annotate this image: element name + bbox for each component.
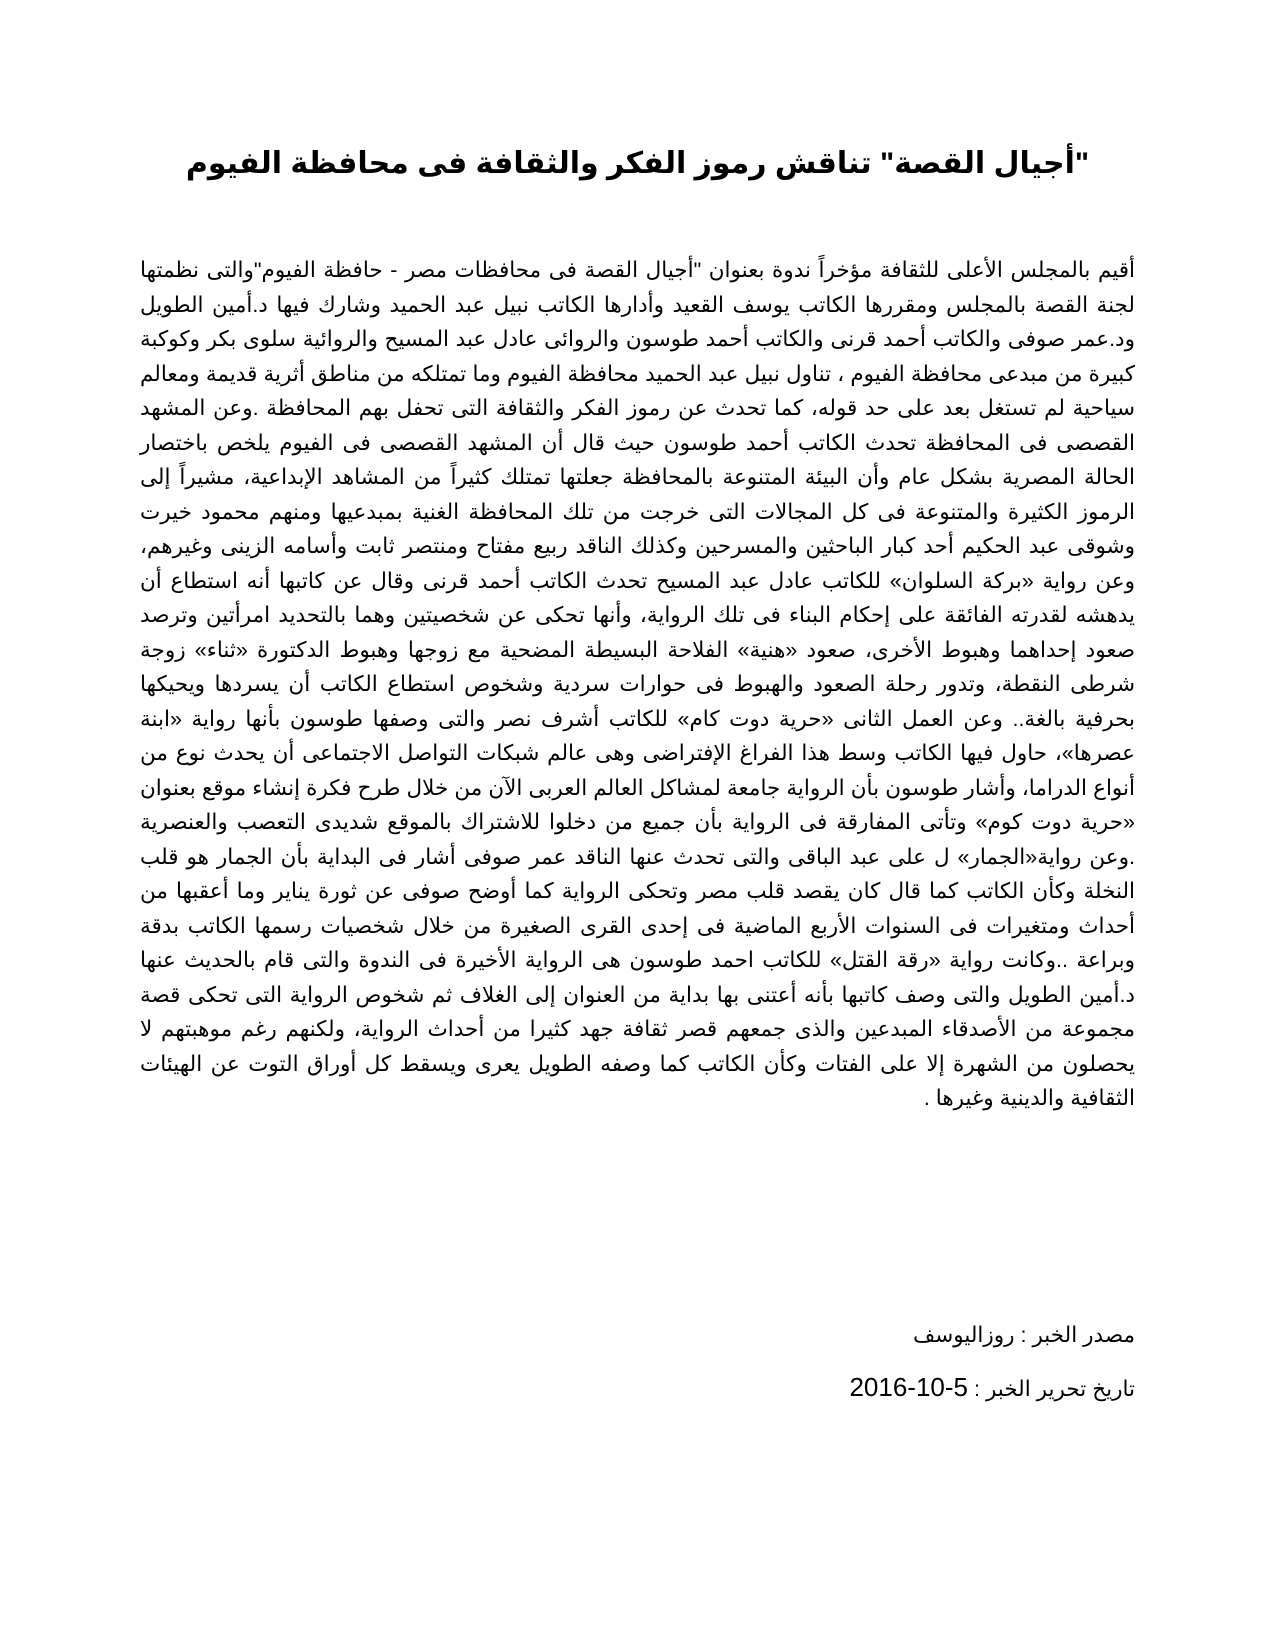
edit-date-line xyxy=(140,1370,1135,1406)
document-body: أقيم بالمجلس الأعلى للثقافة مؤخراً ندوة بعنوان "أجيال القصة فى محافظات مصر - حافظة الفيوم"والتى نظمتها لجنة القصة بالمجلس ومقررها الكاتب يوسف القعيد وأدارها الكاتب نبيل عبد الحميد وشارك فيها د.أمين الطويل ود.عمر صوفى والكاتب أحمد قرنى والكاتب أحمد طوسون والروائى عادل عبد المسيح والروائية سلوى بكر وكوكبة كبيرة من مبدعى محافظة الفيوم ، تناول نبيل عبد الحميد محافظة الفيوم وما تمتلكه من مناطق أثرية قديمة ومعالم سياحية لم تستغل بعد على حد قوله، كما تحدث عن رموز الفكر والثقافة التى تحفل بهم المحافظة .وعن المشهد القصصى فى المحافظة تحدث الكاتب أحمد طوسون حيث قال أن المشهد القصصى فى الفيوم يلخص باختصار الحالة المصرية بشكل عام وأن البيئة المتنوعة بالمحافظة جعلتها تمتلك كثيراً من المشاهد الإبداعية، مشيراً إلى الرموز الكثيرة والمتنوعة فى كل المجالات التى خرجت من تلك المحافظة الغنية بمبدعيها ومنهم محمود خيرت وشوقى عبد الحكيم أحد كبار الباحثين والمسرحين وكذلك الناقد ربيع مفتاح ومنتصر ثابت وأسامه الزينى وغيرهم، وعن رواية «بركة السلوان» للكاتب عادل عبد المسيح تحدث الكاتب أحمد قرنى وقال عن كاتبها أنه استطاع أن يدهشه لقدرته الفائقة على إحكام البناء فى تلك الرواية، وأنها تحكى عن شخصيتين وهما بالتحديد امرأتين وترصد صعود إحداهما وهبوط الأخرى، صعود «هنية» الفلاحة البسيطة المضحية مع زوجها وهبوط الدكتورة «ثناء» زوجة شرطى النقطة، وتدور رحلة الصعود والهبوط فى حوارات سردية وشخوص استطاع الكاتب أن يسردها ويحيكها بحرفية بالغة.. وعن العمل الثانى «حرية دوت كام» للكاتب أشرف نصر والتى وصفها طوسون بأنها رواية «ابنة عصرها»، حاول فيها الكاتب وسط هذا الفراغ الإفتراضى وهى عالم شبكات التواصل الاجتماعى أن يحدث نوع من أنواع الدراما، وأشار طوسون بأن الرواية جامعة لمشاكل العالم العربى الآن من خلال طرح فكرة إنشاء موقع بعنوان «حرية دوت كوم» وتأتى المفارقة فى الرواية بأن جميع من دخلوا للاشتراك بالموقع شديدى التعصب والعنصرية .وعن رواية«الجمار» ل على عبد الباقى والتى تحدث عنها الناقد عمر صوفى أشار فى البداية بأن الجمار هو قلب النخلة وكأن الكاتب كما قال كان يقصد قلب مصر وتحكى الرواية كما أوضح صوفى عن ثورة يناير وما أعقبها من أحداث ومتغيرات فى السنوات الأربع الماضية فى إحدى القرى الصغيرة من خلال شخصيات رسمها الكاتب بدقة وبراعة ..وكانت رواية «رقة القتل» للكاتب احمد طوسون هى الرواية الأخيرة فى الندوة والتى قام بالحديث عنها د.أمين الطويل والتى وصف كاتبها بأنه أعتنى بها بداية من العنوان إلى الغلاف ثم شخوص الرواية التى تحكى قصة مجموعة من الأصدقاء المبدعين والذى جمعهم قصر ثقافة جهد كثيرا من أحداث الرواية، ولكنهم رغم موهبتهم لا يحصلون من الشهرة إلا على الفتات وكأن الكاتب كما وصفه الطويل يعرى ويسقط كل أوراق التوت عن الهيئات الثقافية والدينية وغيرها . xyxy=(140,258,1135,1110)
document-title: "أجيال القصة" تناقش رموز الفكر والثقافة فى محافظة الفيوم xyxy=(185,147,1090,180)
news-source: مصدر الخبر : روزاليوسف xyxy=(912,1323,1135,1347)
edit-date-label: تاريخ تحرير الخبر : xyxy=(974,1377,1135,1401)
edit-date-value: 2016-10-5 xyxy=(849,1372,969,1402)
